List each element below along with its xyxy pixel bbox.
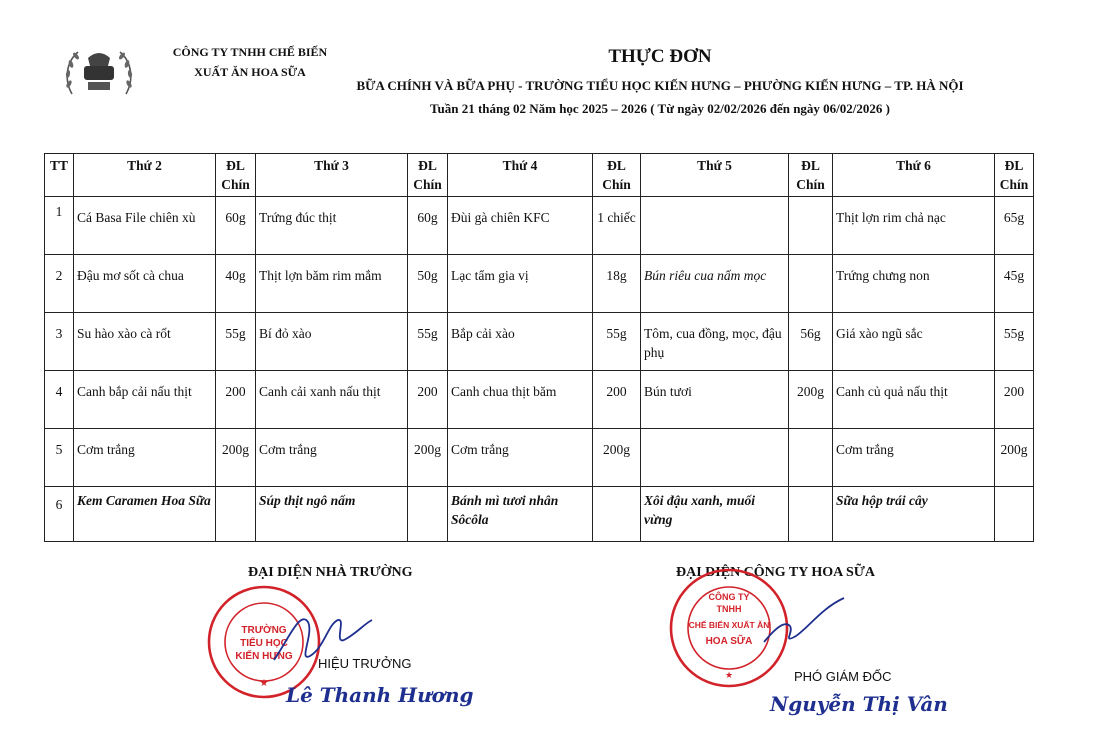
company-signatory-name: Nguyễn Thị Vân	[770, 692, 948, 716]
company-signature-scribble-icon	[760, 590, 850, 650]
amount-cell: 18g	[593, 255, 641, 313]
header-amount: ĐL Chín	[593, 154, 641, 197]
amount-cell: 60g	[216, 197, 256, 255]
header-day: Thứ 6	[833, 154, 995, 197]
dish-cell: Giá xào ngũ sắc	[833, 313, 995, 371]
company-sign-title: ĐẠI DIỆN CÔNG TY HOA SỮA	[676, 565, 876, 580]
dish-cell: Xôi đậu xanh, muối vừng	[641, 487, 789, 542]
amount-cell: 56g	[789, 313, 833, 371]
dish-cell: Thịt lợn rim chả nạc	[833, 197, 995, 255]
dish-cell: Canh củ quả nấu thịt	[833, 371, 995, 429]
dish-cell: Sữa hộp trái cây	[833, 487, 995, 542]
amount-cell	[789, 429, 833, 487]
amount-cell: 65g	[995, 197, 1034, 255]
amount-cell	[593, 487, 641, 542]
dish-cell: Đậu mơ sốt cà chua	[74, 255, 216, 313]
amount-cell	[789, 197, 833, 255]
company-stamp-line-2: TNHH	[716, 604, 742, 614]
dish-cell: Canh bắp cải nấu thịt	[74, 371, 216, 429]
dish-cell: Cơm trắng	[74, 429, 216, 487]
table-row	[45, 429, 1034, 487]
svg-text:★: ★	[259, 678, 269, 689]
table-row	[45, 313, 1034, 371]
dish-cell: Đùi gà chiên KFC	[448, 197, 593, 255]
amount-cell: 200	[408, 371, 448, 429]
amount-cell: 200g	[593, 429, 641, 487]
dish-cell: Cơm trắng	[256, 429, 408, 487]
dish-cell: Cơm trắng	[448, 429, 593, 487]
amount-cell: 200g	[408, 429, 448, 487]
dish-cell: Bún riêu cua nấm mọc	[641, 255, 789, 313]
header-day: Thứ 3	[256, 154, 408, 197]
school-sign-title: ĐẠI DIỆN NHÀ TRƯỜNG	[248, 565, 413, 580]
company-stamp-line-1: CÔNG TY	[708, 592, 750, 602]
amount-cell: 200g	[789, 371, 833, 429]
dish-cell: Bắp cải xào	[448, 313, 593, 371]
header-amount: ĐL Chín	[995, 154, 1034, 197]
amount-cell: 200g	[995, 429, 1034, 487]
page-subtitle: BỮA CHÍNH VÀ BỮA PHỤ - TRƯỜNG TIỂU HỌC KIẾN HƯNG – PHƯỜNG KIẾN HƯNG – TP. HÀ NỘI	[356, 78, 964, 93]
row-number: 5	[45, 429, 74, 487]
school-signatory-name: Lê Thanh Hương	[286, 683, 474, 707]
amount-cell: 200	[593, 371, 641, 429]
amount-cell: 55g	[593, 313, 641, 371]
row-number: 4	[45, 371, 74, 429]
table-row	[45, 487, 1034, 542]
header-amount: ĐL Chín	[216, 154, 256, 197]
dish-cell	[641, 197, 789, 255]
school-stamp-line-1: TRƯỜNG	[241, 625, 287, 636]
dish-cell: Kem Caramen Hoa Sữa	[74, 487, 216, 542]
amount-cell: 200	[995, 371, 1034, 429]
amount-cell: 45g	[995, 255, 1034, 313]
amount-cell: 1 chiếc	[593, 197, 641, 255]
row-number: 6	[45, 487, 74, 542]
amount-cell	[408, 487, 448, 542]
dish-cell: Súp thịt ngô nấm	[256, 487, 408, 542]
header-day: Thứ 5	[641, 154, 789, 197]
week-line: Tuần 21 tháng 02 Năm học 2025 – 2026 ( Từ ngày 02/02/2026 đến ngày 06/02/2026 )	[430, 101, 890, 116]
page-title: THỰC ĐƠN	[608, 46, 712, 67]
amount-cell: 40g	[216, 255, 256, 313]
row-number: 1	[45, 197, 74, 255]
row-number: 3	[45, 313, 74, 371]
dish-cell: Lạc tẩm gia vị	[448, 255, 593, 313]
dish-cell	[641, 429, 789, 487]
company-line-1: CÔNG TY TNHH CHẾ BIẾN	[172, 45, 328, 59]
dish-cell: Trứng chưng non	[833, 255, 995, 313]
dish-cell: Bánh mì tươi nhân Sôcôla	[448, 487, 593, 542]
amount-cell	[995, 487, 1034, 542]
amount-cell: 55g	[216, 313, 256, 371]
company-stamp-line-4: HOA SỮA	[705, 636, 753, 647]
school-stamp-line-2: TIỂU HỌC	[240, 638, 288, 649]
school-role: HIỆU TRƯỞNG	[318, 656, 412, 671]
header-tt: TT	[45, 154, 74, 197]
dish-cell: Canh chua thịt băm	[448, 371, 593, 429]
dish-cell: Trứng đúc thịt	[256, 197, 408, 255]
amount-cell: 200g	[216, 429, 256, 487]
header-amount: ĐL Chín	[789, 154, 833, 197]
header-amount: ĐL Chín	[408, 154, 448, 197]
dish-cell: Bún tươi	[641, 371, 789, 429]
menu-table	[44, 153, 1034, 542]
header-day: Thứ 2	[74, 154, 216, 197]
dish-cell: Bí đỏ xào	[256, 313, 408, 371]
table-row	[45, 255, 1034, 313]
table-row	[45, 197, 1034, 255]
dish-cell: Cơm trắng	[833, 429, 995, 487]
amount-cell	[789, 487, 833, 542]
dish-cell: Tôm, cua đồng, mọc, đậu phụ	[641, 313, 789, 371]
amount-cell: 200	[216, 371, 256, 429]
dish-cell: Canh cải xanh nấu thịt	[256, 371, 408, 429]
dish-cell: Su hào xào cà rốt	[74, 313, 216, 371]
amount-cell	[216, 487, 256, 542]
amount-cell: 55g	[995, 313, 1034, 371]
table-header-row	[45, 154, 1034, 197]
company-stamp-line-3: CHẾ BIẾN XUẤT ĂN	[688, 620, 770, 630]
amount-cell	[789, 255, 833, 313]
table-row	[45, 371, 1034, 429]
hoa-sua-logo-icon	[62, 44, 136, 102]
dish-cell: Cá Basa File chiên xù	[74, 197, 216, 255]
company-line-2: XUẤT ĂN HOA SỮA	[194, 65, 306, 79]
dish-cell: Thịt lợn băm rim mắm	[256, 255, 408, 313]
document-heading	[300, 44, 1020, 120]
svg-text:★: ★	[724, 670, 734, 680]
header-day: Thứ 4	[448, 154, 593, 197]
amount-cell: 50g	[408, 255, 448, 313]
school-stamp-line-3: KIẾN HƯNG	[235, 651, 293, 662]
company-role: PHÓ GIÁM ĐỐC	[794, 669, 892, 684]
amount-cell: 60g	[408, 197, 448, 255]
row-number: 2	[45, 255, 74, 313]
amount-cell: 55g	[408, 313, 448, 371]
